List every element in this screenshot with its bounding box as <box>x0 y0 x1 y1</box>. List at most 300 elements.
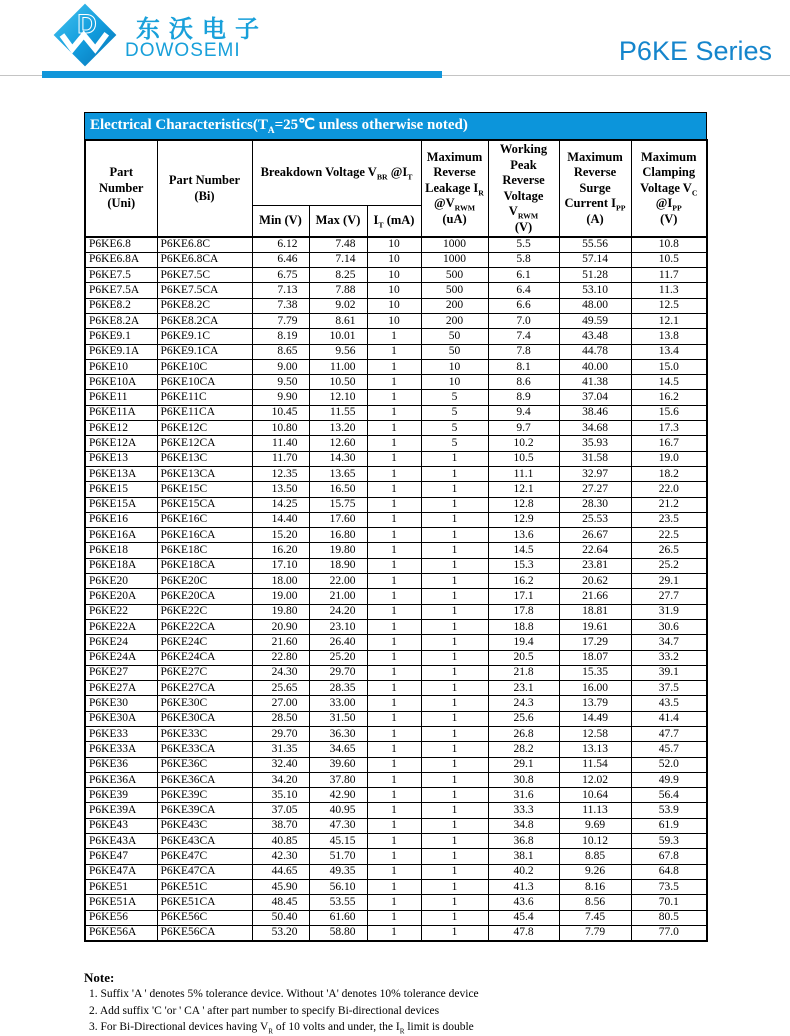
max-voltage-cell: 15.75 <box>309 497 367 512</box>
max-voltage-cell: 47.30 <box>309 818 367 833</box>
characteristics-table <box>84 139 708 942</box>
max-voltage-cell: 39.60 <box>309 757 367 772</box>
clamping-voltage-cell: 80.5 <box>631 910 707 925</box>
max-voltage-cell: 25.20 <box>309 650 367 665</box>
table-header <box>85 140 707 237</box>
part-number-uni-cell: P6KE22 <box>85 604 157 619</box>
test-current-cell: 1 <box>367 864 421 879</box>
col-header-working-peak-reverse-voltage: Working Peak Reverse Voltage $V_{RWM}$ (V) <box>488 140 559 237</box>
part-number-bi-cell: P6KE36CA <box>157 772 252 787</box>
surge-current-cell: 9.69 <box>559 818 631 833</box>
vrwm-cell: 14.5 <box>488 543 559 558</box>
clamping-voltage-cell: 43.5 <box>631 696 707 711</box>
max-voltage-cell: 36.30 <box>309 727 367 742</box>
leakage-cell: 1 <box>421 788 488 803</box>
part-number-uni-cell: P6KE56 <box>85 910 157 925</box>
min-voltage-cell: 19.80 <box>252 604 309 619</box>
table-row <box>85 864 707 879</box>
clamping-voltage-cell: 34.7 <box>631 635 707 650</box>
leakage-cell: 1 <box>421 497 488 512</box>
max-voltage-cell: 31.50 <box>309 711 367 726</box>
clamping-voltage-cell: 11.7 <box>631 268 707 283</box>
clamping-voltage-cell: 16.7 <box>631 436 707 451</box>
leakage-cell: 1 <box>421 818 488 833</box>
leakage-cell: 1 <box>421 543 488 558</box>
leakage-cell: 1 <box>421 925 488 940</box>
min-voltage-cell: 27.00 <box>252 696 309 711</box>
company-name-en: DOWOSEMI <box>125 40 241 61</box>
part-number-uni-cell: P6KE43 <box>85 818 157 833</box>
vrwm-cell: 12.8 <box>488 497 559 512</box>
leakage-cell: 5 <box>421 421 488 436</box>
part-number-uni-cell: P6KE30A <box>85 711 157 726</box>
max-voltage-cell: 8.25 <box>309 268 367 283</box>
leakage-cell: 1 <box>421 803 488 818</box>
min-voltage-cell: 10.45 <box>252 405 309 420</box>
test-current-cell: 1 <box>367 879 421 894</box>
note-list <box>84 986 704 1036</box>
test-current-cell: 1 <box>367 436 421 451</box>
leakage-cell: 1 <box>421 451 488 466</box>
part-number-uni-cell: P6KE36A <box>85 772 157 787</box>
col-header-part-number-bi: Part Number (Bi) <box>157 140 252 237</box>
clamping-voltage-cell: 77.0 <box>631 925 707 940</box>
clamping-voltage-cell: 39.1 <box>631 665 707 680</box>
clamping-voltage-cell: 10.5 <box>631 252 707 267</box>
test-current-cell: 10 <box>367 237 421 252</box>
min-voltage-cell: 18.00 <box>252 574 309 589</box>
leakage-cell: 1 <box>421 574 488 589</box>
vrwm-cell: 6.4 <box>488 283 559 298</box>
min-voltage-cell: 17.10 <box>252 558 309 573</box>
max-voltage-cell: 58.80 <box>309 925 367 940</box>
test-current-cell: 1 <box>367 681 421 696</box>
test-current-cell: 1 <box>367 375 421 390</box>
table-row <box>85 818 707 833</box>
surge-current-cell: 41.38 <box>559 375 631 390</box>
surge-current-cell: 38.46 <box>559 405 631 420</box>
part-number-uni-cell: P6KE24A <box>85 650 157 665</box>
part-number-uni-cell: P6KE33A <box>85 742 157 757</box>
part-number-bi-cell: P6KE24C <box>157 635 252 650</box>
table-row <box>85 298 707 313</box>
vrwm-cell: 6.1 <box>488 268 559 283</box>
part-number-uni-cell: P6KE9.1 <box>85 329 157 344</box>
vrwm-cell: 21.8 <box>488 665 559 680</box>
clamping-voltage-cell: 27.7 <box>631 589 707 604</box>
surge-current-cell: 31.58 <box>559 451 631 466</box>
clamping-voltage-cell: 16.2 <box>631 390 707 405</box>
surge-current-cell: 57.14 <box>559 252 631 267</box>
part-number-bi-cell: P6KE11CA <box>157 405 252 420</box>
part-number-uni-cell: P6KE30 <box>85 696 157 711</box>
part-number-bi-cell: P6KE13CA <box>157 466 252 481</box>
clamping-voltage-cell: 56.4 <box>631 788 707 803</box>
clamping-voltage-cell: 70.1 <box>631 895 707 910</box>
vrwm-cell: 10.2 <box>488 436 559 451</box>
leakage-cell: 1000 <box>421 252 488 267</box>
max-voltage-cell: 16.80 <box>309 528 367 543</box>
surge-current-cell: 34.68 <box>559 421 631 436</box>
col-header-part-number-uni: Part Number (Uni) <box>85 140 157 237</box>
surge-current-cell: 13.13 <box>559 742 631 757</box>
table-row <box>85 528 707 543</box>
vrwm-cell: 33.3 <box>488 803 559 818</box>
max-voltage-cell: 18.90 <box>309 558 367 573</box>
table-row <box>85 375 707 390</box>
table-row <box>85 589 707 604</box>
leakage-cell: 1 <box>421 910 488 925</box>
part-number-bi-cell: P6KE7.5CA <box>157 283 252 298</box>
surge-current-cell: 8.56 <box>559 895 631 910</box>
test-current-cell: 1 <box>367 451 421 466</box>
part-number-uni-cell: P6KE33 <box>85 727 157 742</box>
part-number-uni-cell: P6KE43A <box>85 834 157 849</box>
part-number-uni-cell: P6KE11 <box>85 390 157 405</box>
max-voltage-cell: 9.56 <box>309 344 367 359</box>
table-row <box>85 803 707 818</box>
part-number-uni-cell: P6KE16 <box>85 512 157 527</box>
table-row <box>85 635 707 650</box>
test-current-cell: 1 <box>367 344 421 359</box>
table-row <box>85 834 707 849</box>
min-voltage-cell: 19.00 <box>252 589 309 604</box>
test-current-cell: 1 <box>367 543 421 558</box>
part-number-uni-cell: P6KE20A <box>85 589 157 604</box>
surge-current-cell: 21.66 <box>559 589 631 604</box>
max-voltage-cell: 19.80 <box>309 543 367 558</box>
table-row <box>85 604 707 619</box>
clamping-voltage-cell: 12.5 <box>631 298 707 313</box>
max-voltage-cell: 12.10 <box>309 390 367 405</box>
surge-current-cell: 20.62 <box>559 574 631 589</box>
min-voltage-cell: 14.40 <box>252 512 309 527</box>
table-row <box>85 421 707 436</box>
surge-current-cell: 27.27 <box>559 482 631 497</box>
test-current-cell: 1 <box>367 619 421 634</box>
max-voltage-cell: 28.35 <box>309 681 367 696</box>
surge-current-cell: 44.78 <box>559 344 631 359</box>
notes-section <box>84 969 704 1036</box>
part-number-bi-cell: P6KE8.2CA <box>157 313 252 328</box>
vrwm-cell: 10.5 <box>488 451 559 466</box>
max-voltage-cell: 16.50 <box>309 482 367 497</box>
min-voltage-cell: 28.50 <box>252 711 309 726</box>
part-number-bi-cell: P6KE16CA <box>157 528 252 543</box>
clamping-voltage-cell: 12.1 <box>631 313 707 328</box>
table-row <box>85 711 707 726</box>
test-current-cell: 10 <box>367 313 421 328</box>
test-current-cell: 1 <box>367 482 421 497</box>
max-voltage-cell: 7.14 <box>309 252 367 267</box>
surge-current-cell: 8.85 <box>559 849 631 864</box>
test-current-cell: 1 <box>367 925 421 940</box>
part-number-bi-cell: P6KE27CA <box>157 681 252 696</box>
part-number-uni-cell: P6KE51A <box>85 895 157 910</box>
clamping-voltage-cell: 13.4 <box>631 344 707 359</box>
test-current-cell: 1 <box>367 466 421 481</box>
col-header-min: Min (V) <box>252 205 309 237</box>
leakage-cell: 1 <box>421 604 488 619</box>
leakage-cell: 1 <box>421 665 488 680</box>
clamping-voltage-cell: 14.5 <box>631 375 707 390</box>
max-voltage-cell: 49.35 <box>309 864 367 879</box>
part-number-uni-cell: P6KE13 <box>85 451 157 466</box>
table-row <box>85 788 707 803</box>
test-current-cell: 10 <box>367 298 421 313</box>
vrwm-cell: 7.4 <box>488 329 559 344</box>
min-voltage-cell: 11.70 <box>252 451 309 466</box>
part-number-bi-cell: P6KE51CA <box>157 895 252 910</box>
vrwm-cell: 45.4 <box>488 910 559 925</box>
table-row <box>85 650 707 665</box>
max-voltage-cell: 40.95 <box>309 803 367 818</box>
part-number-bi-cell: P6KE30CA <box>157 711 252 726</box>
test-current-cell: 1 <box>367 558 421 573</box>
vrwm-cell: 28.2 <box>488 742 559 757</box>
test-current-cell: 1 <box>367 528 421 543</box>
leakage-cell: 10 <box>421 375 488 390</box>
surge-current-cell: 7.79 <box>559 925 631 940</box>
table-row <box>85 665 707 680</box>
part-number-uni-cell: P6KE9.1A <box>85 344 157 359</box>
test-current-cell: 1 <box>367 895 421 910</box>
table-row <box>85 451 707 466</box>
max-voltage-cell: 10.01 <box>309 329 367 344</box>
table-row <box>85 681 707 696</box>
table-title: Electrical $Characteristics(T_A=25℃$ unless otherwise noted) <box>84 112 707 139</box>
test-current-cell: 1 <box>367 711 421 726</box>
part-number-uni-cell: P6KE12A <box>85 436 157 451</box>
surge-current-cell: 14.49 <box>559 711 631 726</box>
part-number-uni-cell: P6KE10 <box>85 359 157 374</box>
header-rule-blue <box>42 71 442 78</box>
vrwm-cell: 8.6 <box>488 375 559 390</box>
part-number-bi-cell: P6KE16C <box>157 512 252 527</box>
leakage-cell: 200 <box>421 313 488 328</box>
vrwm-cell: 23.1 <box>488 681 559 696</box>
table-row <box>85 466 707 481</box>
part-number-bi-cell: P6KE6.8CA <box>157 252 252 267</box>
clamping-voltage-cell: 11.3 <box>631 283 707 298</box>
svg-text:D: D <box>77 9 97 40</box>
clamping-voltage-cell: 26.5 <box>631 543 707 558</box>
clamping-voltage-cell: 22.0 <box>631 482 707 497</box>
leakage-cell: 500 <box>421 283 488 298</box>
vrwm-cell: 8.9 <box>488 390 559 405</box>
surge-current-cell: 19.61 <box>559 619 631 634</box>
vrwm-cell: 7.8 <box>488 344 559 359</box>
leakage-cell: 1 <box>421 742 488 757</box>
col-header-breakdown-voltage: Breakdown Voltage $V_{BR}$ $@I_T$ <box>252 140 421 205</box>
part-number-uni-cell: P6KE8.2 <box>85 298 157 313</box>
table-row <box>85 512 707 527</box>
vrwm-cell: 17.1 <box>488 589 559 604</box>
note-item: 3. For Bi-Directional devices having $V_R$ of 10 volts and under, the $I_R$ limit is double <box>89 1021 474 1036</box>
clamping-voltage-cell: 31.9 <box>631 604 707 619</box>
test-current-cell: 1 <box>367 329 421 344</box>
min-voltage-cell: 6.75 <box>252 268 309 283</box>
surge-current-cell: 26.67 <box>559 528 631 543</box>
vrwm-cell: 9.7 <box>488 421 559 436</box>
table-row <box>85 574 707 589</box>
test-current-cell: 1 <box>367 849 421 864</box>
leakage-cell: 5 <box>421 390 488 405</box>
part-number-uni-cell: P6KE47A <box>85 864 157 879</box>
table-row <box>85 390 707 405</box>
vrwm-cell: 25.6 <box>488 711 559 726</box>
leakage-cell: 1 <box>421 772 488 787</box>
clamping-voltage-cell: 73.5 <box>631 879 707 894</box>
clamping-voltage-cell: 22.5 <box>631 528 707 543</box>
max-voltage-cell: 34.65 <box>309 742 367 757</box>
clamping-voltage-cell: 17.3 <box>631 421 707 436</box>
part-number-uni-cell: P6KE18A <box>85 558 157 573</box>
part-number-bi-cell: P6KE36C <box>157 757 252 772</box>
test-current-cell: 1 <box>367 803 421 818</box>
col-header-test-current: $I_T$ (mA) <box>367 205 421 237</box>
table-row <box>85 482 707 497</box>
max-voltage-cell: 12.60 <box>309 436 367 451</box>
electrical-characteristics-section <box>84 112 707 942</box>
part-number-uni-cell: P6KE39A <box>85 803 157 818</box>
min-voltage-cell: 14.25 <box>252 497 309 512</box>
min-voltage-cell: 35.10 <box>252 788 309 803</box>
vrwm-cell: 47.8 <box>488 925 559 940</box>
surge-current-cell: 12.02 <box>559 772 631 787</box>
part-number-uni-cell: P6KE24 <box>85 635 157 650</box>
test-current-cell: 1 <box>367 359 421 374</box>
leakage-cell: 200 <box>421 298 488 313</box>
max-voltage-cell: 22.00 <box>309 574 367 589</box>
part-number-bi-cell: P6KE18CA <box>157 558 252 573</box>
min-voltage-cell: 48.45 <box>252 895 309 910</box>
leakage-cell: 1 <box>421 466 488 481</box>
leakage-cell: 1 <box>421 650 488 665</box>
vrwm-cell: 31.6 <box>488 788 559 803</box>
surge-current-cell: 23.81 <box>559 558 631 573</box>
part-number-bi-cell: P6KE11C <box>157 390 252 405</box>
leakage-cell: 1 <box>421 619 488 634</box>
part-number-uni-cell: P6KE15 <box>85 482 157 497</box>
clamping-voltage-cell: 64.8 <box>631 864 707 879</box>
surge-current-cell: 12.58 <box>559 727 631 742</box>
part-number-uni-cell: P6KE56A <box>85 925 157 940</box>
vrwm-cell: 18.8 <box>488 619 559 634</box>
vrwm-cell: 11.1 <box>488 466 559 481</box>
leakage-cell: 1 <box>421 834 488 849</box>
table-row <box>85 619 707 634</box>
max-voltage-cell: 26.40 <box>309 635 367 650</box>
leakage-cell: 1 <box>421 696 488 711</box>
max-voltage-cell: 7.88 <box>309 283 367 298</box>
min-voltage-cell: 9.00 <box>252 359 309 374</box>
table-row <box>85 268 707 283</box>
part-number-bi-cell: P6KE20CA <box>157 589 252 604</box>
surge-current-cell: 13.79 <box>559 696 631 711</box>
part-number-bi-cell: P6KE10C <box>157 359 252 374</box>
vrwm-cell: 24.3 <box>488 696 559 711</box>
vrwm-cell: 12.1 <box>488 482 559 497</box>
surge-current-cell: 15.35 <box>559 665 631 680</box>
max-voltage-cell: 7.48 <box>309 237 367 252</box>
vrwm-cell: 13.6 <box>488 528 559 543</box>
surge-current-cell: 11.54 <box>559 757 631 772</box>
test-current-cell: 1 <box>367 589 421 604</box>
test-current-cell: 1 <box>367 834 421 849</box>
leakage-cell: 1 <box>421 681 488 696</box>
col-header-max: Max (V) <box>309 205 367 237</box>
max-voltage-cell: 13.20 <box>309 421 367 436</box>
min-voltage-cell: 7.38 <box>252 298 309 313</box>
vrwm-cell: 29.1 <box>488 757 559 772</box>
surge-current-cell: 37.04 <box>559 390 631 405</box>
test-current-cell: 1 <box>367 497 421 512</box>
test-current-cell: 1 <box>367 574 421 589</box>
clamping-voltage-cell: 49.9 <box>631 772 707 787</box>
part-number-bi-cell: P6KE33CA <box>157 742 252 757</box>
part-number-uni-cell: P6KE20 <box>85 574 157 589</box>
part-number-bi-cell: P6KE13C <box>157 451 252 466</box>
part-number-bi-cell: P6KE12C <box>157 421 252 436</box>
vrwm-cell: 15.3 <box>488 558 559 573</box>
table-row <box>85 558 707 573</box>
leakage-cell: 50 <box>421 344 488 359</box>
test-current-cell: 1 <box>367 727 421 742</box>
table-row <box>85 910 707 925</box>
clamping-voltage-cell: 10.8 <box>631 237 707 252</box>
min-voltage-cell: 20.90 <box>252 619 309 634</box>
part-number-bi-cell: P6KE27C <box>157 665 252 680</box>
part-number-bi-cell: P6KE22CA <box>157 619 252 634</box>
leakage-cell: 1 <box>421 849 488 864</box>
test-current-cell: 10 <box>367 252 421 267</box>
part-number-uni-cell: P6KE36 <box>85 757 157 772</box>
max-voltage-cell: 33.00 <box>309 696 367 711</box>
min-voltage-cell: 9.90 <box>252 390 309 405</box>
part-number-bi-cell: P6KE9.1C <box>157 329 252 344</box>
leakage-cell: 1 <box>421 589 488 604</box>
min-voltage-cell: 44.65 <box>252 864 309 879</box>
clamping-voltage-cell: 25.2 <box>631 558 707 573</box>
part-number-bi-cell: P6KE43C <box>157 818 252 833</box>
min-voltage-cell: 45.90 <box>252 879 309 894</box>
min-voltage-cell: 8.19 <box>252 329 309 344</box>
part-number-uni-cell: P6KE13A <box>85 466 157 481</box>
part-number-uni-cell: P6KE6.8 <box>85 237 157 252</box>
surge-current-cell: 28.30 <box>559 497 631 512</box>
part-number-bi-cell: P6KE56C <box>157 910 252 925</box>
part-number-bi-cell: P6KE47CA <box>157 864 252 879</box>
part-number-bi-cell: P6KE30C <box>157 696 252 711</box>
surge-current-cell: 22.64 <box>559 543 631 558</box>
test-current-cell: 1 <box>367 910 421 925</box>
clamping-voltage-cell: 18.2 <box>631 466 707 481</box>
leakage-cell: 10 <box>421 359 488 374</box>
part-number-bi-cell: P6KE56CA <box>157 925 252 940</box>
test-current-cell: 1 <box>367 742 421 757</box>
col-header-reverse-leakage: Maximum Reverse Leakage $I_R$ $@V_{RWM}$ (uA) <box>421 140 488 237</box>
surge-current-cell: 32.97 <box>559 466 631 481</box>
leakage-cell: 1 <box>421 757 488 772</box>
part-number-bi-cell: P6KE15C <box>157 482 252 497</box>
col-header-reverse-surge-current: Maximum Reverse Surge Current $I_{PP}$ (A) <box>559 140 631 237</box>
part-number-bi-cell: P6KE39CA <box>157 803 252 818</box>
min-voltage-cell: 8.65 <box>252 344 309 359</box>
part-number-uni-cell: P6KE16A <box>85 528 157 543</box>
vrwm-cell: 16.2 <box>488 574 559 589</box>
table-row <box>85 252 707 267</box>
